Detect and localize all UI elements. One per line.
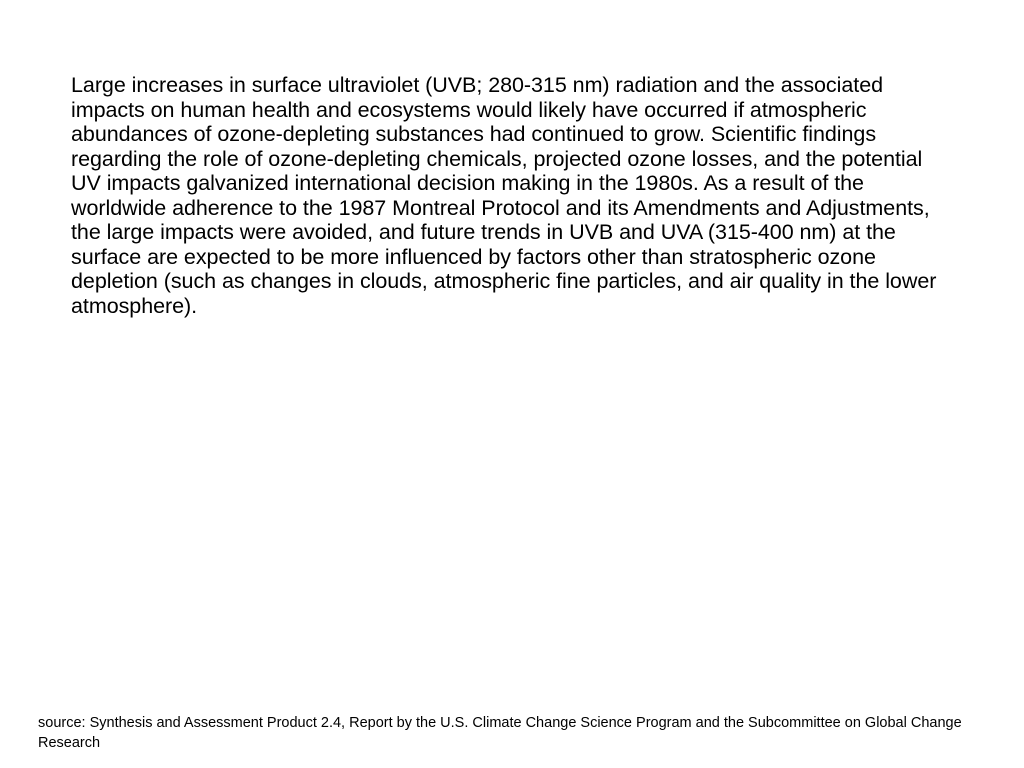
body-paragraph: Large increases in surface ultraviolet (UVB; 280-315 nm) radiation and the associated impacts on human health and ecosystems would likely have occurred if atmospheric abundances of ozone-depleting substances had continued to grow. Scientific findings regarding the role of ozone-depleting chemicals, projected ozone losses, and the potential UV impacts galvanized international decision making in the 1980s. As a result of the worldwide adherence to the 1987 Montreal Protocol and its Amendments and Adjustments, the large impacts were avoided, and future trends in UVB and UVA (315-400 nm) at the surface are expected to be more influenced by factors other than stratospheric ozone depletion (such as changes in clouds, atmospheric fine particles, and air quality in the lower atmosphere). [71, 73, 937, 318]
source-citation: source: Synthesis and Assessment Product 2.4, Report by the U.S. Climate Change Science Program and the Subcommittee on Global Change Research [38, 715, 962, 751]
